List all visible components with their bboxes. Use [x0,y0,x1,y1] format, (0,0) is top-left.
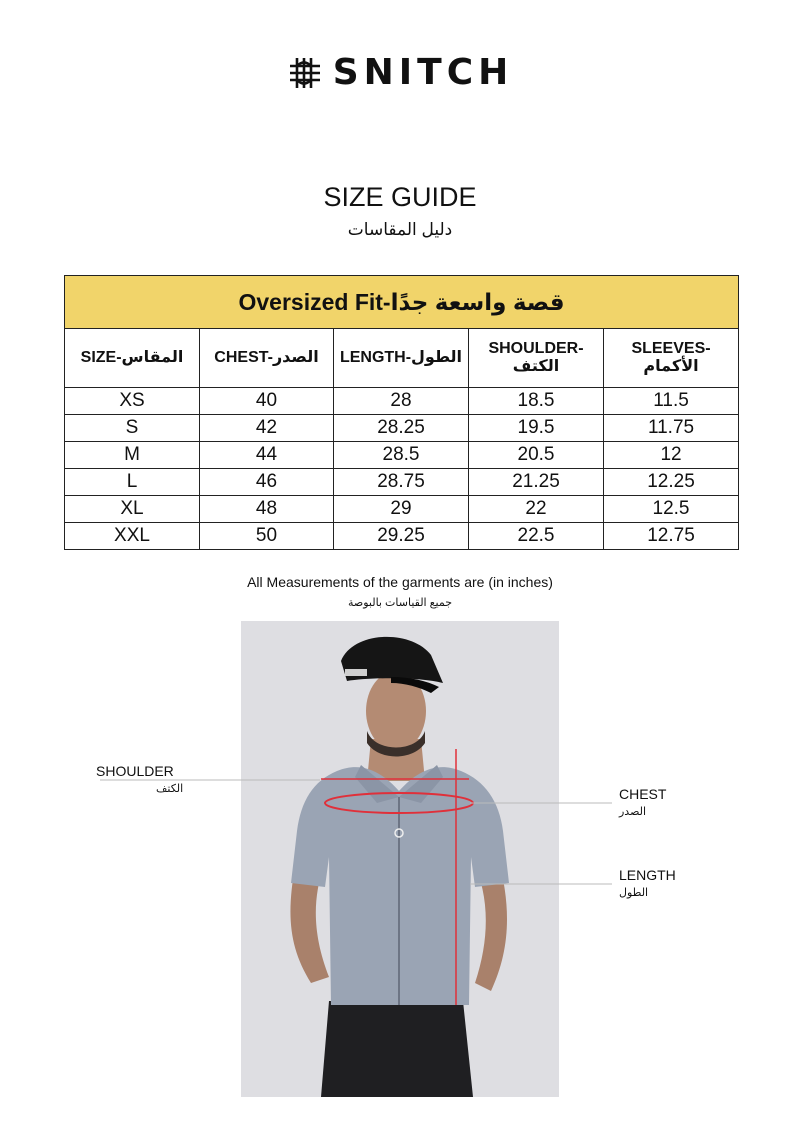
measurement-note: All Measurements of the garments are (in inches) [247,574,553,590]
brand-name: SNITCH [332,52,514,93]
column-header-shoulder: SHOULDER- الكتف [469,329,604,388]
callout-length-label-arabic: الطول [619,887,649,899]
table-cell: 44 [200,442,334,469]
table-cell: 12 [604,442,739,469]
column-header-sleeves: SLEEVES- الأكمام [604,329,739,388]
table-cell: 18.5 [469,388,604,415]
table-cell: L [65,469,200,496]
callout-shoulder-label-arabic: الكتف [156,783,184,795]
table-cell: 42 [200,415,334,442]
page-title: SIZE GUIDE [323,182,477,212]
callout-chest-label-arabic: الصدر [619,806,647,818]
page-subtitle-arabic: دليل المقاسات [347,220,453,239]
fit-label: Oversized Fit-قصة واسعة جدًا [65,276,739,329]
table-cell: S [65,415,200,442]
table-cell: 28.5 [334,442,469,469]
table-cell: 22.5 [469,523,604,550]
table-cell: 11.75 [604,415,739,442]
table-cell: 28.75 [334,469,469,496]
table-cell: 28.25 [334,415,469,442]
table-cell: XS [65,388,200,415]
table-cell: XXL [65,523,200,550]
callout-shoulder-label: SHOULDER [96,763,174,779]
table-cell: 29 [334,496,469,523]
column-header-chest: CHEST-الصدر [200,329,334,388]
measurement-note-arabic: جميع القياسات بالبوصة [347,597,453,609]
table-cell: 28 [334,388,469,415]
table-cell: M [65,442,200,469]
table-cell: 46 [200,469,334,496]
table-cell: 50 [200,523,334,550]
column-header-size: SIZE-المقاس [65,329,200,388]
table-cell: 11.5 [604,388,739,415]
table-cell: 12.25 [604,469,739,496]
callout-chest-label: CHEST [619,786,667,802]
table-cell: 12.5 [604,496,739,523]
table-cell: 40 [200,388,334,415]
callout-length-label: LENGTH [619,867,676,883]
table-cell: 12.75 [604,523,739,550]
table-cell: 22 [469,496,604,523]
table-cell: 29.25 [334,523,469,550]
table-cell: 21.25 [469,469,604,496]
column-header-length: LENGTH-الطول [334,329,469,388]
table-cell: XL [65,496,200,523]
table-cell: 20.5 [469,442,604,469]
table-cell: 19.5 [469,415,604,442]
table-cell: 48 [200,496,334,523]
